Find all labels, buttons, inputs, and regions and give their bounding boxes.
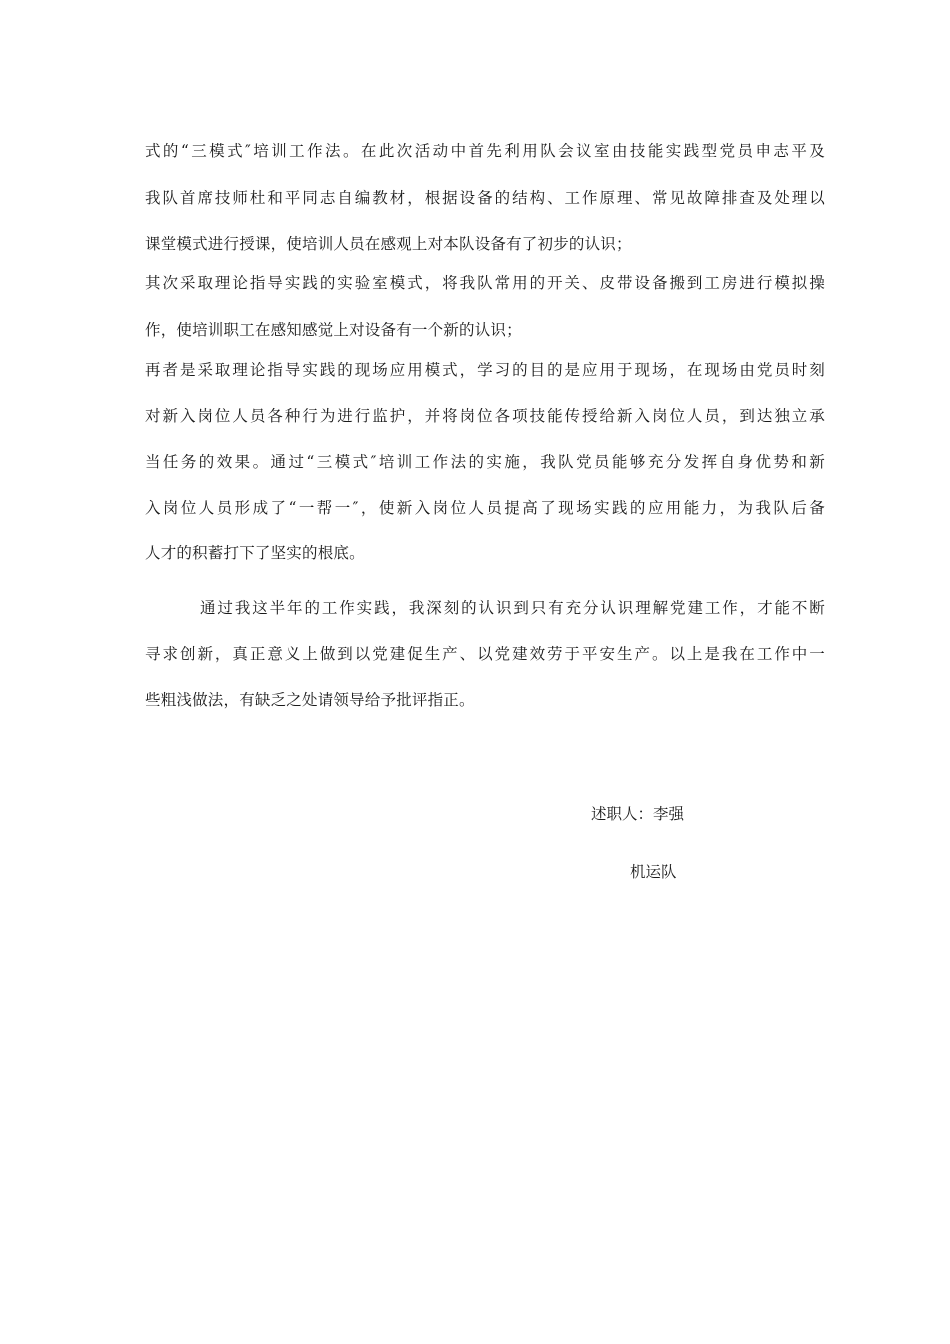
- paragraph-1-line-3: 课堂模式进行授课，使培训人员在感观上对本队设备有了初步的认识；: [145, 235, 632, 253]
- paragraph-3-line-1: 再者是采取理论指导实践的现场应用模式，学习的目的是应用于现场，在现场由党员时刻: [145, 361, 825, 379]
- paragraph-4-line-2: 寻求创新，真正意义上做到以党建促生产、以党建效劳于平安生产。以上是我在工作中一: [145, 645, 825, 663]
- signature-reporter: 述职人：李强: [591, 805, 685, 823]
- paragraph-2-line-1: 其次采取理论指导实践的实验室模式，将我队常用的开关、皮带设备搬到工房进行模拟操: [145, 274, 825, 292]
- paragraph-3-line-4: 入岗位人员形成了“一帮一″，使新入岗位人员提高了现场实践的应用能力，为我队后备: [145, 499, 825, 517]
- paragraph-3-line-5: 人才的积蓄打下了坚实的根底。: [145, 544, 365, 562]
- paragraph-4-line-1: 通过我这半年的工作实践，我深刻的认识到只有充分认识理解党建工作，才能不断: [200, 599, 825, 617]
- paragraph-2-line-2: 作，使培训职工在感知感觉上对设备有一个新的认识；: [145, 321, 522, 339]
- paragraph-1-line-1: 式的“三模式″培训工作法。在此次活动中首先利用队会议室由技能实践型党员申志平及: [145, 142, 825, 160]
- signature-unit: 机运队: [630, 863, 677, 881]
- paragraph-1-line-2: 我队首席技师杜和平同志自编教材，根据设备的结构、工作原理、常见故障排查及处理以: [145, 189, 825, 207]
- paragraph-4-line-3: 些粗浅做法，有缺乏之处请领导给予批评指正。: [145, 691, 475, 709]
- paragraph-3-line-2: 对新入岗位人员各种行为进行监护，并将岗位各项技能传授给新入岗位人员，到达独立承: [145, 407, 825, 425]
- paragraph-3-line-3: 当任务的效果。通过“三模式″培训工作法的实施，我队党员能够充分发挥自身优势和新: [145, 453, 825, 471]
